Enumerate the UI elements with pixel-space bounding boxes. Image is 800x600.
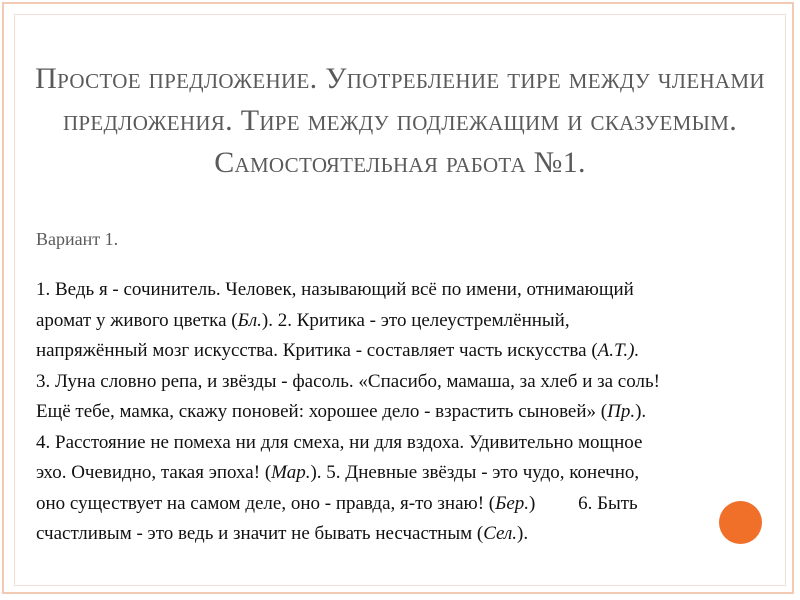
variant-label: Вариант 1. (36, 229, 119, 249)
slide-title (20, 58, 780, 184)
text-line-3: напряжённый мозг искусства. Критика - составляет часть искусства (А.Т.). (36, 340, 640, 361)
text-line-1: 1. Ведь я - сочинитель. Человек, называющий всё по имени, отнимающий (36, 279, 634, 300)
text-line-6: 4. Расстояние не помеха ни для смеха, ни для вздоха. Удивительно мощное (36, 431, 643, 453)
author-abbreviation: Мар. (271, 462, 311, 483)
text-line-9: счастливым - это ведь и значит не бывать несчастным (Сел.). (36, 523, 529, 544)
author-abbreviation: Бл. (237, 309, 262, 331)
title-line-1: Простое предложение. Употребление тире между членами (35, 62, 765, 95)
text-line-5: Ещё тебе, мамка, скажу поновей: хорошее дело - взрастить сыновей» (Пр.). (36, 401, 647, 422)
text-line-7: эхо. Очевидно, такая эпоха! (Мар.). 5. Дневные звёзды - это чудо, конечно, (36, 462, 640, 483)
author-abbreviation: А.Т.). (597, 340, 640, 361)
title-line-2: предложения. Тире между подлежащим и сказуемым. (62, 104, 738, 137)
title-line-3: Самостоятельная работа №1. (214, 146, 586, 179)
text-line-2: аромат у живого цветка (Бл.). 2. Критика - это целеустремлённый, (36, 309, 570, 331)
author-abbreviation: Сел. (483, 523, 518, 544)
text-line-8: оно существует на самом деле, оно - правда, я-то знаю! (Бер.) 6. Быть (36, 492, 638, 514)
text-line-4: 3. Луна словно репа, и звёзды - фасоль. «Спасибо, мамаша, за хлеб и за соль! (36, 370, 660, 392)
decorative-orange-circle (719, 501, 762, 544)
exercise-text (36, 275, 776, 550)
author-abbreviation: Пр. (607, 401, 636, 422)
author-abbreviation: Бер. (495, 492, 529, 514)
